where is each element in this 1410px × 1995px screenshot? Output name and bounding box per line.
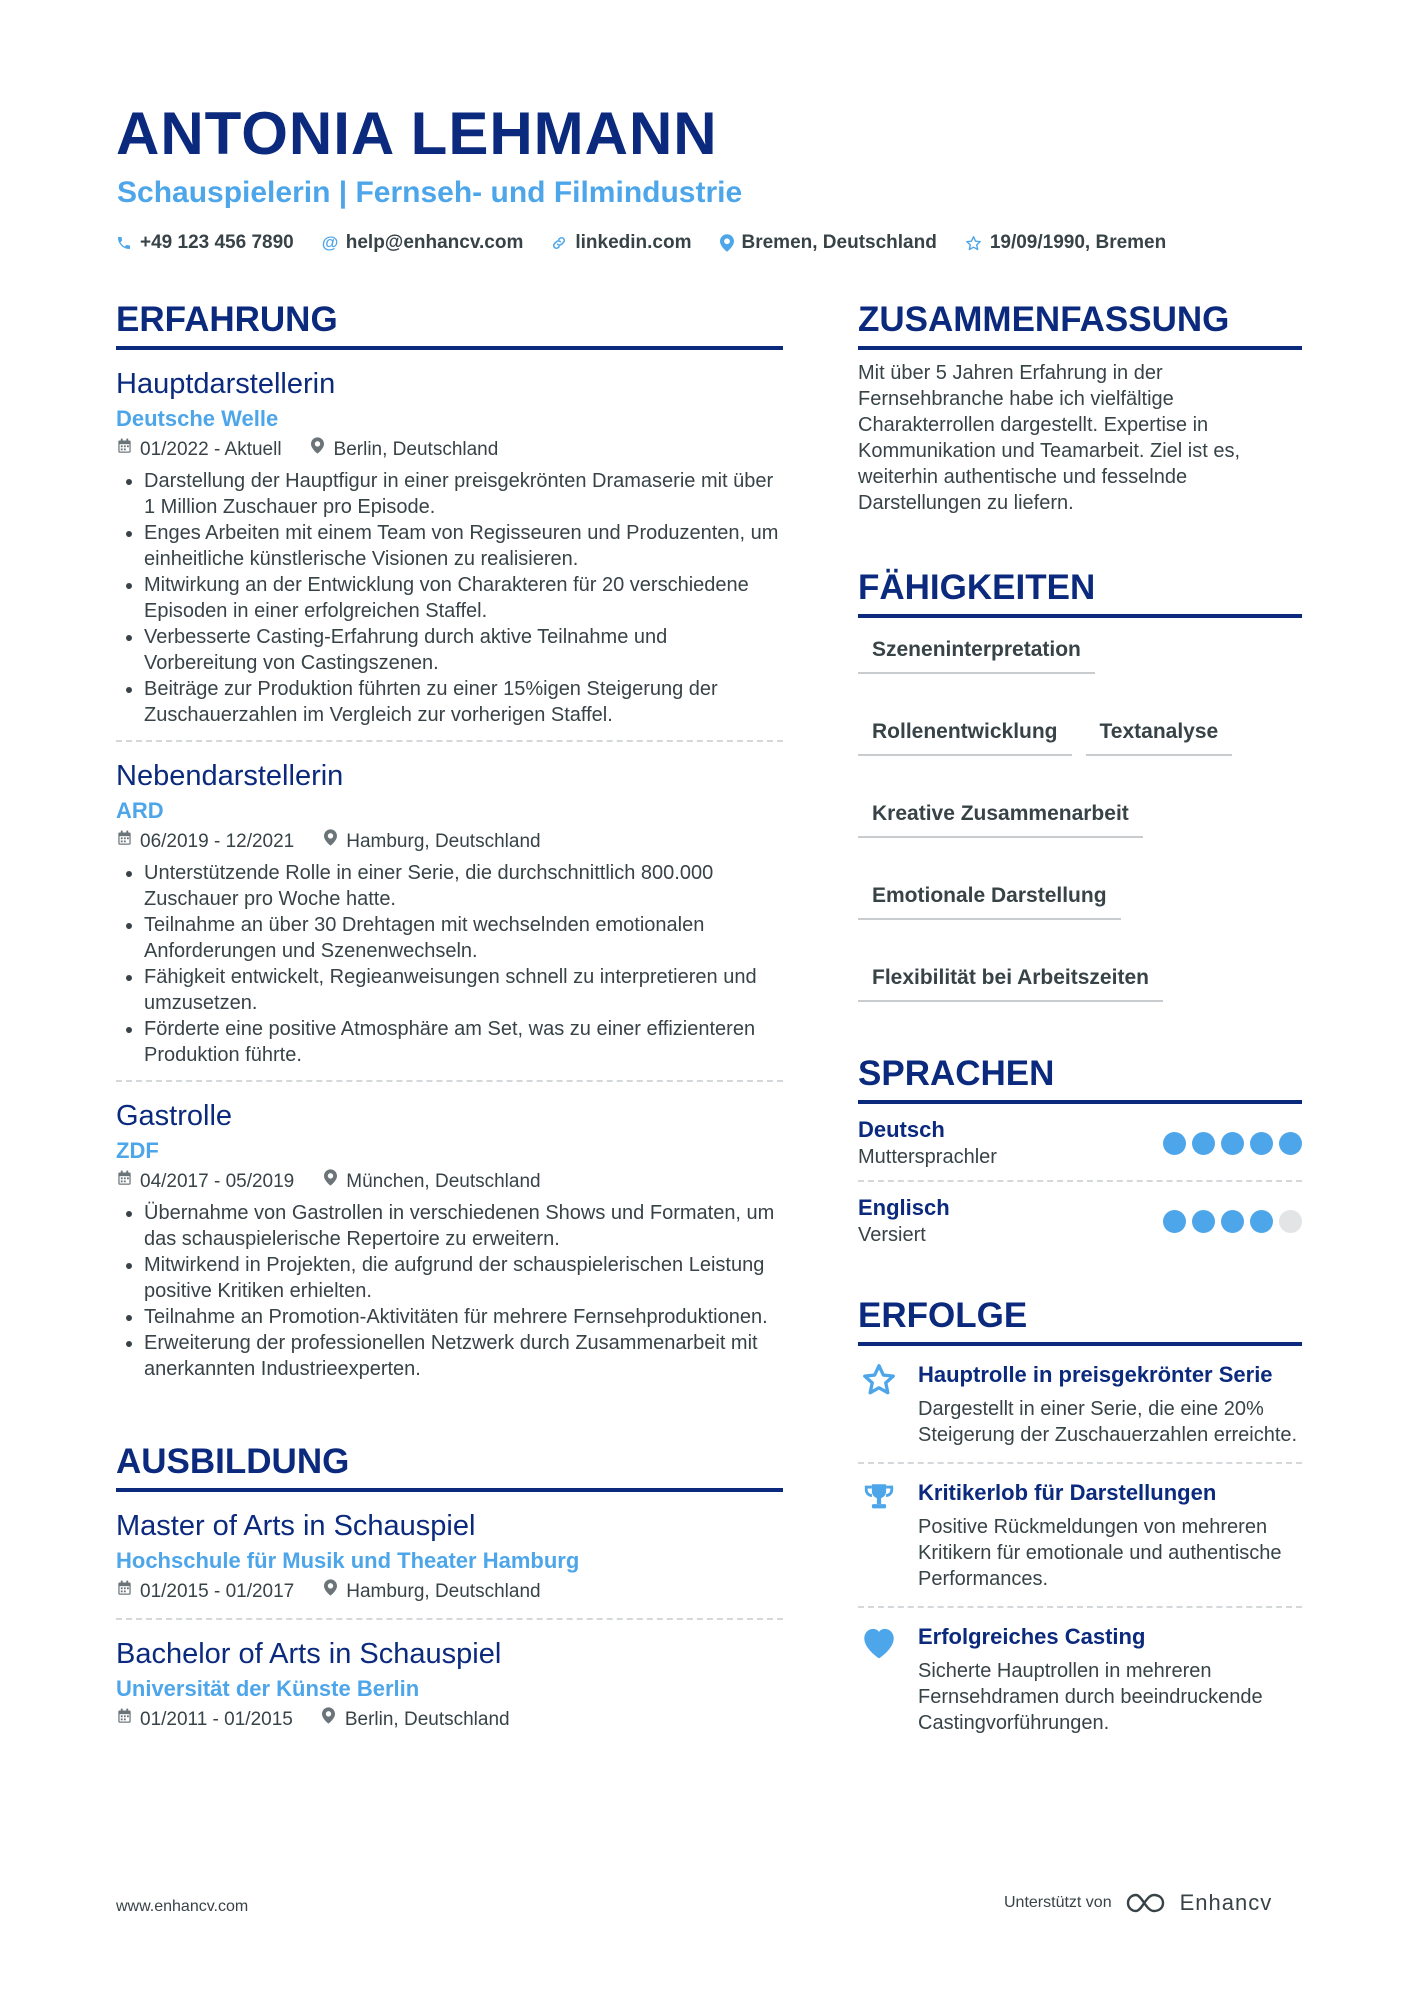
experience-entry: [116, 1082, 783, 1394]
contact-bar: [116, 230, 1166, 256]
left-column: [116, 298, 783, 1746]
job-bullet: • Verbesserte Casting-Erfahrung durch aktive Teilnahme und Vorbereitung von Castingszenen.: [144, 624, 783, 676]
contact-location: [720, 230, 937, 256]
experience-entry: [116, 350, 783, 742]
achievement-body: [918, 1478, 1302, 1592]
contact-birth: [965, 230, 1166, 256]
achievement-item: [858, 1608, 1302, 1750]
entry-location: [322, 1578, 540, 1606]
rating-dot: [1192, 1210, 1215, 1233]
summary-heading: ZUSAMMENFASSUNG: [858, 298, 1302, 350]
job-bullet: • Teilnahme an über 30 Drehtagen mit wechselnden emotionalen Anforderungen und Szenenwechseln.: [144, 912, 783, 964]
location-icon: [322, 1168, 338, 1196]
calendar-icon: [116, 436, 132, 464]
job-role: Nebendarstellerin: [116, 760, 344, 792]
footer-branding: [1004, 1890, 1272, 1916]
language-rating: [1163, 1132, 1302, 1155]
entry-meta: [116, 1578, 783, 1606]
skill-tag: Rollenentwicklung: [858, 714, 1072, 756]
language-row: [858, 1182, 1302, 1258]
language-rating: [1163, 1210, 1302, 1233]
skill-tag: Emotionale Darstellung: [858, 878, 1121, 920]
rating-dot: [1279, 1132, 1302, 1155]
entry-dates: [116, 1706, 293, 1734]
star-icon: [858, 1360, 900, 1448]
job-bullet: • Übernahme von Gastrollen in verschiedenen Shows und Formaten, um das schauspielerische Repertoire zu erweitern.: [144, 1200, 783, 1252]
contact-email[interactable]: [322, 230, 524, 256]
entry-meta: [116, 1706, 783, 1734]
entry-location-text: München, Deutschland: [346, 1171, 541, 1192]
education-list: [116, 1492, 783, 1746]
rating-dot: [1221, 1210, 1244, 1233]
location-icon: [720, 234, 734, 252]
rating-dot: [1250, 1210, 1273, 1233]
job-company: ZDF: [116, 1138, 159, 1163]
calendar-icon: [116, 1578, 132, 1606]
language-level: Muttersprachler: [858, 1146, 997, 1168]
entry-dates: [116, 1578, 294, 1606]
skill-tag: Flexibilität bei Arbeitszeiten: [858, 960, 1163, 1002]
calendar-icon: [116, 1706, 132, 1734]
job-bullets: [116, 468, 783, 728]
skills-list: [858, 632, 1302, 1002]
language-name: Deutsch: [858, 1117, 945, 1142]
school: Universität der Künste Berlin: [116, 1676, 420, 1701]
entry-meta: [116, 828, 783, 856]
language-name: Englisch: [858, 1195, 950, 1220]
entry-dates-text: 01/2015 - 01/2017: [140, 1581, 295, 1602]
education-entry: [116, 1492, 783, 1620]
job-bullet: • Erweiterung der professionellen Netzwerk durch Zusammenarbeit mit anerkannten Industrieexperten.: [144, 1330, 783, 1382]
achievement-body: [918, 1360, 1302, 1448]
skill-tag: Szeneninterpretation: [858, 632, 1095, 674]
contact-linkedin-text: linkedin.com: [575, 232, 692, 253]
rating-dot: [1221, 1132, 1244, 1155]
entry-location-text: Berlin, Deutschland: [333, 439, 499, 460]
language-level: Versiert: [858, 1224, 926, 1246]
job-bullet: • Fähigkeit entwickelt, Regieanweisungen schnell zu interpretieren und umzusetzen.: [144, 964, 783, 1016]
trophy-icon: [858, 1478, 900, 1592]
degree: Master of Arts in Schauspiel: [116, 1510, 476, 1542]
job-bullet: • Unterstützende Rolle in einer Serie, die durchschnittlich 800.000 Zuschauer pro Woche hatte.: [144, 860, 783, 912]
entry-location-text: Hamburg, Deutschland: [346, 831, 541, 852]
phone-icon: [116, 235, 132, 251]
school: Hochschule für Musik und Theater Hamburg: [116, 1548, 580, 1573]
entry-meta: [116, 436, 783, 464]
contact-phone: [116, 230, 294, 256]
entry-dates-text: 04/2017 - 05/2019: [140, 1171, 295, 1192]
experience-list: [116, 350, 783, 1394]
language-text: [858, 1116, 997, 1170]
rating-dot: [1163, 1132, 1186, 1155]
rating-dot: [1192, 1132, 1215, 1155]
education-heading: AUSBILDUNG: [116, 1440, 783, 1492]
language-text: [858, 1194, 950, 1248]
entry-location-text: Hamburg, Deutschland: [346, 1581, 541, 1602]
languages-list: [858, 1104, 1302, 1258]
contact-location-text: Bremen, Deutschland: [741, 232, 937, 253]
footer-brand-name: Enhancv: [1179, 1890, 1273, 1915]
language-row: [858, 1104, 1302, 1182]
at-icon: @: [321, 233, 339, 252]
footer-powered-by: Unterstützt von: [1004, 1894, 1112, 1911]
entry-location: [310, 436, 499, 464]
degree: Bachelor of Arts in Schauspiel: [116, 1638, 502, 1670]
job-bullet: • Mitwirkend in Projekten, die aufgrund der schauspielerischen Leistung positive Kritiken erhielten.: [144, 1252, 783, 1304]
entry-dates: [116, 828, 294, 856]
entry-meta: [116, 1168, 783, 1196]
skill-tag: Textanalyse: [1086, 714, 1233, 756]
location-icon: [321, 1706, 337, 1734]
achievements-list: [858, 1346, 1302, 1750]
rating-dot: [1279, 1210, 1302, 1233]
entry-location: [322, 828, 540, 856]
job-bullets: [116, 860, 783, 1068]
achievement-desc: Sicherte Hauptrollen in mehreren Fernsehdramen durch beeindruckende Castingvorführungen.: [918, 1660, 1263, 1734]
entry-dates-text: 01/2011 - 01/2015: [140, 1709, 293, 1730]
entry-dates-text: 01/2022 - Aktuell: [140, 439, 282, 460]
entry-location-text: Berlin, Deutschland: [344, 1709, 510, 1730]
enhancv-logo-icon: [1124, 1891, 1168, 1915]
location-icon: [322, 1578, 338, 1606]
candidate-title: Schauspielerin | Fernseh- und Filmindustrie: [117, 176, 743, 209]
entry-location: [322, 1168, 540, 1196]
heart-icon: [858, 1622, 900, 1736]
job-bullet: • Enges Arbeiten mit einem Team von Regisseuren und Produzenten, um einheitliche künstlerische Visionen zu realisieren.: [144, 520, 783, 572]
achievement-body: [918, 1622, 1302, 1736]
rating-dot: [1250, 1132, 1273, 1155]
job-bullets: [116, 1200, 783, 1382]
contact-phone-text: +49 123 456 7890: [140, 232, 294, 253]
entry-dates: [116, 1168, 294, 1196]
calendar-icon: [116, 1168, 132, 1196]
job-bullet: • Darstellung der Hauptfigur in einer preisgekrönten Dramaserie mit über 1 Million Zuschauer pro Episode.: [144, 468, 783, 520]
education-entry: [116, 1620, 783, 1746]
location-icon: [322, 828, 338, 856]
skills-heading: FÄHIGKEITEN: [858, 566, 1302, 618]
achievement-desc: Dargestellt in einer Serie, die eine 20% Steigerung der Zuschauerzahlen erreichte.: [918, 1398, 1298, 1446]
summary-text: Mit über 5 Jahren Erfahrung in der Fernsehbranche habe ich vielfältige Charakterrollen dargestellt. Expertise in Kommunikation und Teamarbeit. Ziel ist es, weiterhin authentische und fesselnde Darstellungen zu liefern.: [858, 362, 1241, 514]
achievement-title: Kritikerlob für Darstellungen: [918, 1480, 1217, 1505]
contact-linkedin[interactable]: [551, 230, 691, 256]
job-bullet: • Teilnahme an Promotion-Aktivitäten für mehrere Fernsehproduktionen.: [144, 1304, 783, 1330]
entry-dates: [116, 436, 282, 464]
job-role: Gastrolle: [116, 1100, 233, 1132]
contact-email-text: help@enhancv.com: [345, 232, 524, 253]
link-icon: [551, 235, 567, 251]
skill-tag: Kreative Zusammenarbeit: [858, 796, 1143, 838]
job-role: Hauptdarstellerin: [116, 368, 336, 400]
job-bullet: • Mitwirkung an der Entwicklung von Charakteren für 20 verschiedene Episoden in einer erfolgreichen Staffel.: [144, 572, 783, 624]
right-column: [858, 298, 1302, 1750]
candidate-name: ANTONIA LEHMANN: [116, 100, 718, 167]
job-company: Deutsche Welle: [116, 406, 279, 431]
achievement-item: [858, 1464, 1302, 1608]
entry-location: [321, 1706, 510, 1734]
star-icon: [965, 235, 982, 252]
rating-dot: [1163, 1210, 1186, 1233]
contact-birth-text: 19/09/1990, Bremen: [989, 232, 1167, 253]
experience-heading: ERFAHRUNG: [116, 298, 783, 350]
job-bullet: • Beiträge zur Produktion führten zu einer 15%igen Steigerung der Zuschauerzahlen im Vergleich zur vorherigen Staffel.: [144, 676, 783, 728]
entry-dates-text: 06/2019 - 12/2021: [140, 831, 295, 852]
achievement-title: Hauptrolle in preisgekrönter Serie: [918, 1362, 1273, 1387]
location-icon: [310, 436, 326, 464]
experience-entry: [116, 742, 783, 1082]
calendar-icon: [116, 828, 132, 856]
achievements-heading: ERFOLGE: [858, 1294, 1302, 1346]
achievement-desc: Positive Rückmeldungen von mehreren Kritikern für emotionale und authentische Performances.: [918, 1516, 1282, 1590]
job-company: ARD: [116, 798, 164, 823]
job-bullet: • Förderte eine positive Atmosphäre am Set, was zu einer effizienteren Produktion führte.: [144, 1016, 783, 1068]
achievement-title: Erfolgreiches Casting: [918, 1624, 1146, 1649]
achievement-item: [858, 1346, 1302, 1464]
footer-website[interactable]: www.enhancv.com: [116, 1898, 249, 1915]
languages-heading: SPRACHEN: [858, 1052, 1302, 1104]
